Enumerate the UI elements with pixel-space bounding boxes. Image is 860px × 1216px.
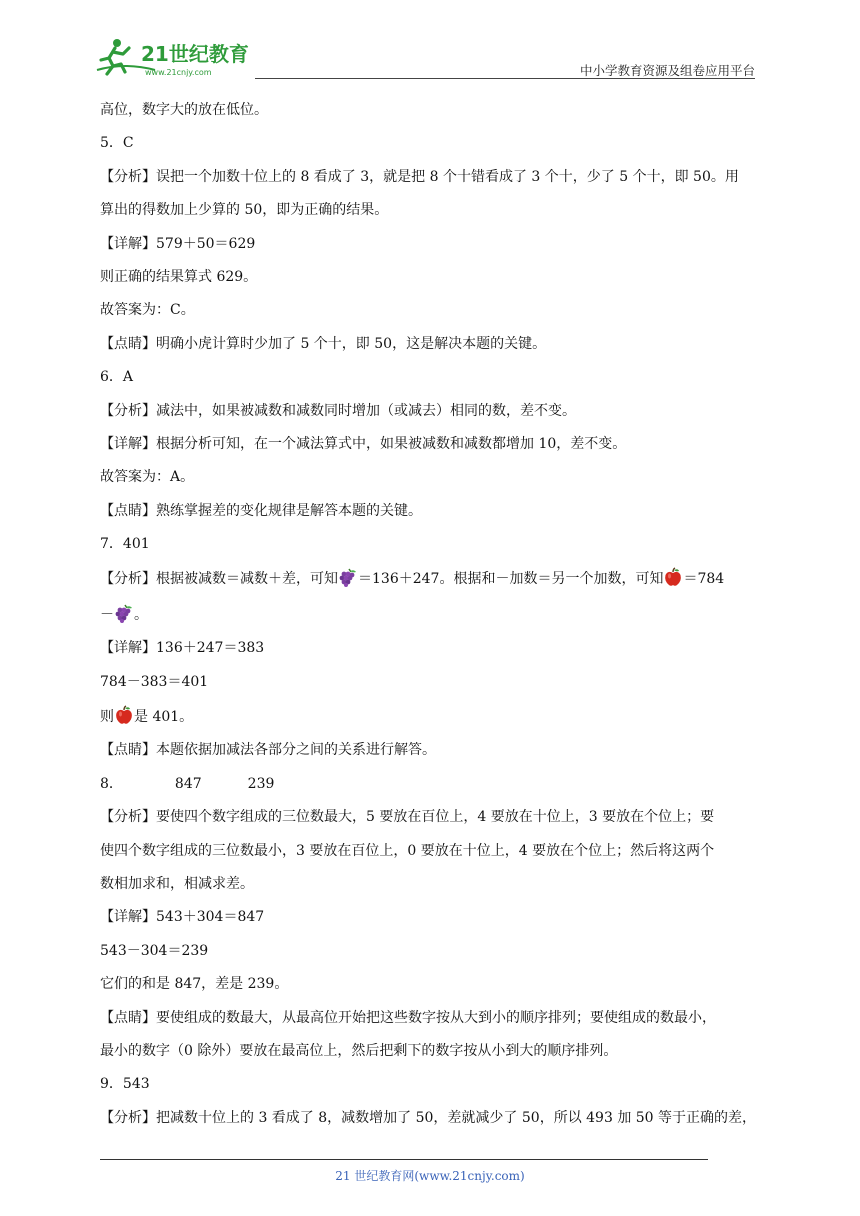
apple-icon: [114, 705, 134, 725]
question-9-answer: 9．543: [100, 1076, 150, 1093]
question-6-analysis: 【分析】减法中，如果被减数和减数同时增加（或减去）相同的数，差不变。: [100, 402, 576, 419]
analysis-text: ＝136＋247。根据和－加数＝另一个加数，可知: [358, 571, 664, 588]
question-8-answer: [100, 774, 760, 794]
detail-text: 则: [100, 709, 114, 726]
question-6-answer: 6．A: [100, 369, 134, 386]
text-line: 高位，数字大的放在低位。: [100, 102, 268, 118]
question-7-analysis: [100, 567, 760, 589]
grape-icon: [338, 567, 358, 587]
question-5-detail: 【详解】579＋50＝629: [100, 235, 256, 252]
question-6-final: 故答案为：A。: [100, 469, 195, 486]
question-8-analysis-cont-2: 数相加求和，相减求差。: [100, 875, 254, 892]
question-7-analysis-cont: [100, 603, 760, 625]
question-6-detail: 【详解】根据分析可知，在一个减法算式中，如果被减数和减数都增加 10，差不变。: [100, 435, 627, 452]
detail-text: 是 401。: [134, 709, 194, 726]
analysis-text: －: [100, 606, 114, 623]
question-8-detail-3: 它们的和是 847，差是 239。: [100, 976, 289, 993]
question-7-detail-2: 784－383＝401: [100, 673, 209, 690]
grape-icon: [114, 603, 134, 623]
logo-url: www.21cnjy.com: [145, 68, 212, 77]
footer-source: 21 世纪教育网(www.21cnjy.com): [335, 1169, 525, 1183]
question-8-detail: 【详解】543＋304＝847: [100, 909, 265, 926]
question-5-answer: 5．C: [100, 135, 134, 152]
question-6-point: 【点睛】熟练掌握差的变化规律是解答本题的关键。: [100, 502, 422, 519]
page-header: [95, 30, 755, 78]
analysis-text: 。: [134, 606, 148, 623]
question-5-analysis-cont: 算出的得数加上少算的 50，即为正确的结果。: [100, 202, 389, 219]
question-8-point: 【点睛】要使组成的数最大，从最高位开始把这些数字按从大到小的顺序排列；要使组成的数最小，: [100, 1009, 716, 1026]
question-5-point: 【点睛】明确小虎计算时少加了 5 个十，即 50，这是解决本题的关键。: [100, 335, 547, 352]
question-5-result: 则正确的结果算式 629。: [100, 268, 258, 285]
question-8-point-cont: 最小的数字（0 除外）要放在最高位上，然后把剩下的数字按从小到大的顺序排列。: [100, 1042, 618, 1059]
question-7-detail: 【详解】136＋247＝383: [100, 640, 265, 657]
logo-text: 21世纪教育: [141, 42, 249, 66]
document-body: [100, 100, 760, 1128]
question-number: 8．: [100, 775, 123, 792]
question-7-point: 【点睛】本题依据加减法各部分之间的关系进行解答。: [100, 742, 436, 759]
question-7-answer: 7．401: [100, 536, 150, 553]
question-5-final: 故答案为：C。: [100, 302, 195, 319]
apple-icon: [663, 567, 683, 587]
answer-value-2: 239: [247, 775, 275, 792]
question-7-detail-3: [100, 705, 760, 727]
analysis-text: 【分析】根据被减数＝减数＋差，可知: [100, 571, 338, 588]
question-8-detail-2: 543－304＝239: [100, 942, 209, 959]
question-8-analysis-cont: 使四个数字组成的三位数最小，3 要放在百位上，0 要放在十位上，4 要放在个位上；然后将这两个: [100, 842, 715, 859]
header-divider: [255, 78, 755, 79]
question-9-analysis: 【分析】把减数十位上的 3 看成了 8，减数增加了 50，差就减少了 50，所以 493 加 50 等于正确的差，: [100, 1109, 757, 1126]
footer-divider: [100, 1159, 708, 1160]
answer-value-1: 847: [174, 775, 202, 792]
analysis-text: ＝784: [683, 571, 725, 588]
question-5-analysis: 【分析】误把一个加数十位上的 8 看成了 3，就是把 8 个十错看成了 3 个十，少了 5 个十，即 50。用: [100, 168, 739, 185]
question-8-analysis: 【分析】要使四个数字组成的三位数最大，5 要放在百位上，4 要放在十位上，3 要放在个位上；要: [100, 809, 715, 826]
site-logo: [95, 34, 265, 78]
platform-name: 中小学教育资源及组卷应用平台: [579, 63, 755, 78]
